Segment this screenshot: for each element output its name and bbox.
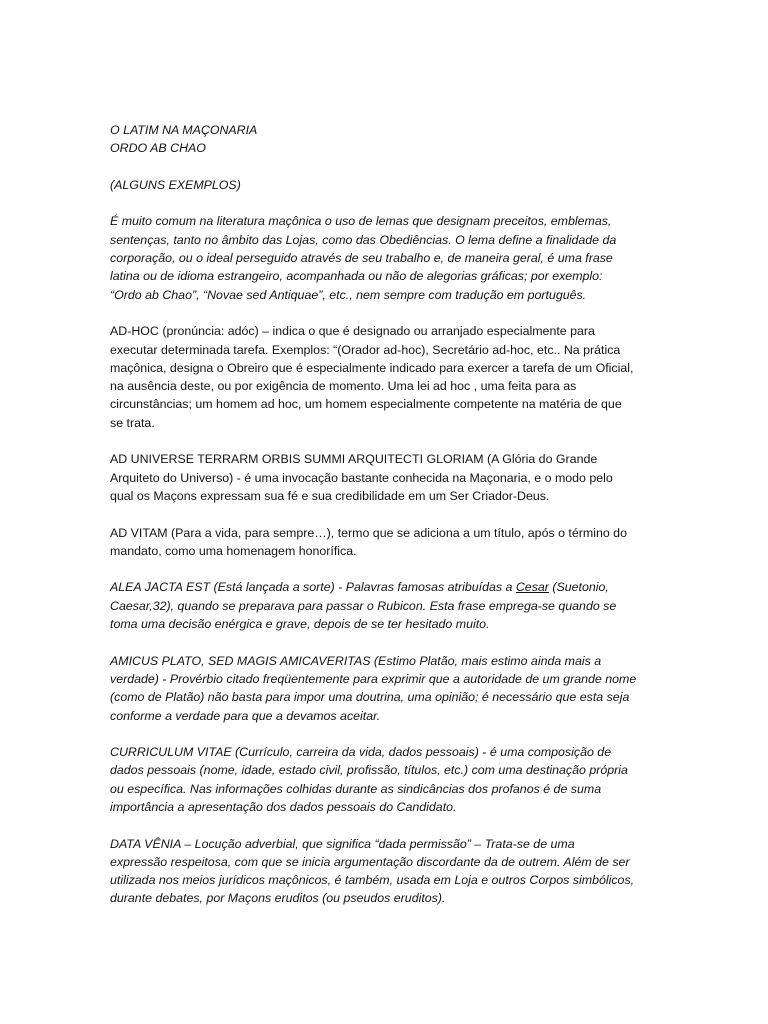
intro-line: sentenças, tanto no âmbito das Lojas, como das Obediências. O lema define a finalidade da [110,232,617,247]
document-title-line-1: O LATIM NA MAÇONARIA [110,123,258,137]
entry-line: durante debates, por Maçons eruditos (ou pseudos eruditos). [110,891,446,906]
entry-line: verdade) - Provérbio citado freqüentemente para exprimir que a autoridade de um grande nome [110,671,637,686]
intro-line: corporação, ou o ideal perseguido através de seu trabalho e, de maneira geral, é uma frase [110,251,613,266]
entry-line: utilizada nos meios jurídicos maçônicos, é também, usada em Loja e outros Corpos simbólicos, [110,873,635,888]
entry-ad-hoc [110,322,670,432]
entry-line: mandato, como uma homenagem honorífica. [110,543,357,558]
entry-line: se trata. [110,415,155,430]
intro-line: latina ou de idioma estrangeiro, acompanhada ou não de alegorias gráficas; por exemplo: [110,269,603,284]
intro-line: “Ordo ab Chao”, “Novae sed Antiquae”, etc., nem sempre com tradução em português. [110,287,587,302]
entry-text: (Suetonio, [548,580,609,595]
entry-line: toma uma decisão enérgica e grave, depois de se ter hesitado muito. [110,617,490,632]
entry-line: (como de Platão) não basta para impor uma doutrina, uma opinião; é necessário que esta seja [110,690,630,705]
intro-paragraph [110,212,670,303]
entry-line: importância a apresentação dos dados pessoais do Candidato. [110,799,457,814]
entry-alea-jacta-est [110,578,670,633]
entry-line: conforme a verdade para que a devamos aceitar. [110,708,381,723]
entry-line: DATA VÊNIA – Locução adverbial, que significa “dada permissão” – Trata-se de uma [110,836,575,851]
entry-line: executar determinada tarefa. Exemplos: “(Orador ad-hoc), Secretário ad-hoc, etc.. Na prática [110,342,621,357]
entry-line: Arquiteto do Universo) - é uma invocação bastante conhecida na Maçonaria, e o modo pelo [110,470,613,485]
intro-line: É muito comum na literatura maçônica o uso de lemas que designam preceitos, emblemas, [110,214,612,229]
entry-line: ou específica. Nas informações colhidas durante as sindicâncias dos profanos é de suma [110,781,602,796]
entry-line: CURRICULUM VITAE (Currículo, carreira da vida, dados pessoais) - é uma composição de [110,745,612,760]
entry-line [110,578,670,596]
entry-line: AMICUS PLATO, SED MAGIS AMICAVERITAS (Estimo Platão, mais estimo ainda mais a [110,653,602,668]
entry-text: ALEA JACTA EST (Está lançada a sorte) - Palavras famosas atribuídas a [110,580,516,595]
entry-line: circunstâncias; um homem ad hoc, um homem especialmente competente na matéria de que [110,397,622,412]
entry-data-venia [110,835,670,908]
entry-line: Caesar,32), quando se preparava para passar o Rubicon. Esta frase emprega-se quando se [110,598,617,613]
entry-line: expressão respeitosa, com que se inicia argumentação discordante da de outrem. Além de ser [110,854,630,869]
entry-line: maçônica, designa o Obreiro que é especialmente indicado para exercer a tarefa de um Oficial, [110,360,634,375]
entry-amicus-plato [110,652,670,725]
entry-line: na ausência deste, ou por exigência de momento. Uma lei ad hoc , uma feita para as [110,379,577,394]
entry-line: qual os Maçons expressam sua fé e sua credibilidade em um Ser Criador-Deus. [110,488,550,503]
entry-ad-vitam [110,524,670,561]
cesar-link[interactable]: Cesar [515,580,549,595]
entry-line: AD UNIVERSE TERRARM ORBIS SUMMI ARQUITECTI GLORIAM (A Glória do Grande [110,452,598,467]
document-page [110,121,670,908]
entry-line: AD VITAM (Para a vida, para sempre…), termo que se adiciona a um título, após o término do [110,525,627,540]
document-title-line-2: ORDO AB CHAO [110,141,206,156]
entry-curriculum-vitae [110,743,670,816]
entry-ad-universe [110,450,670,505]
entry-line: dados pessoais (nome, idade, estado civil, profissão, títulos, etc.) com uma destinação própria [110,763,628,778]
document-subtitle: (ALGUNS EXEMPLOS) [110,177,241,192]
entry-line: AD-HOC (pronúncia: adóc) – indica o que é designado ou arranjado especialmente para [110,324,595,339]
